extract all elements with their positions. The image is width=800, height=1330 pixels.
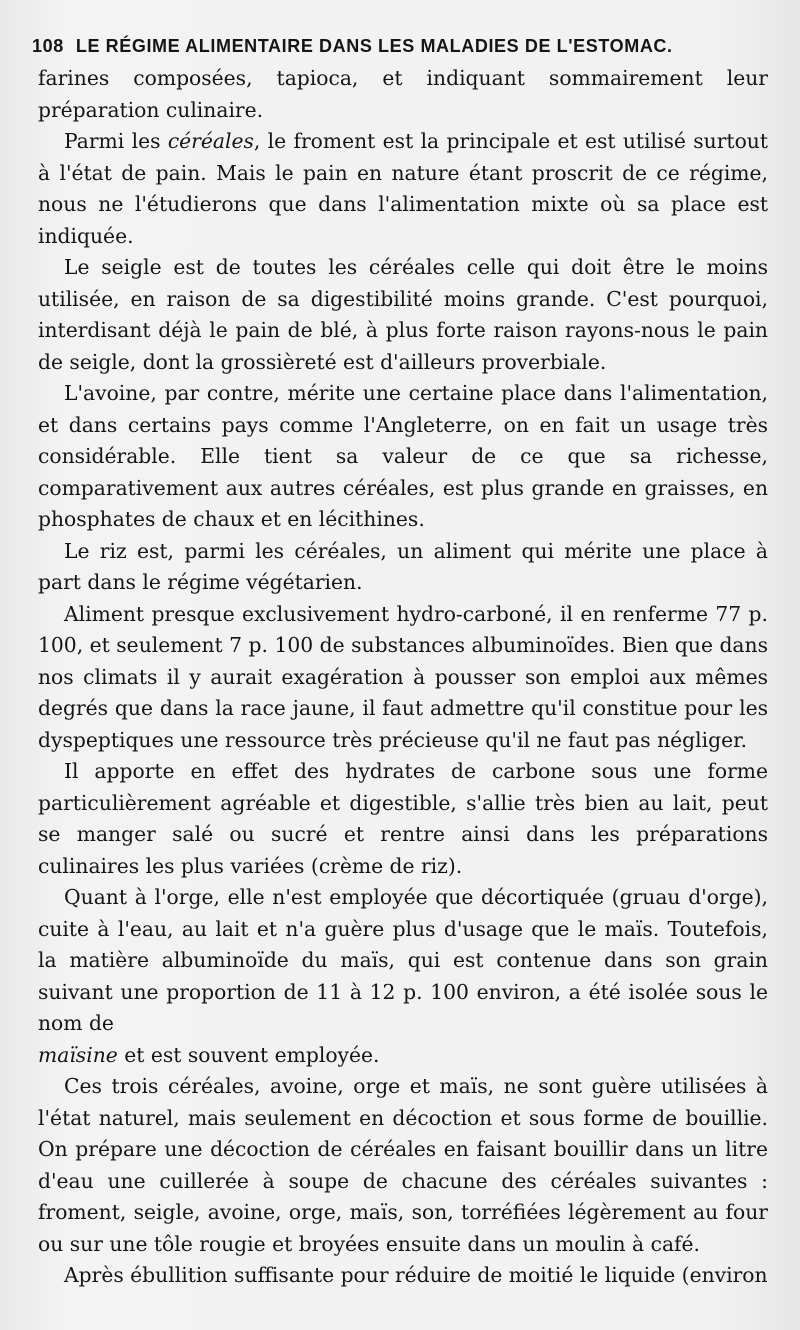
page-number: 108: [32, 36, 64, 56]
paragraph-ebullition: Après ébullition suffisante pour réduire de moitié le liquide (environ: [64, 1263, 768, 1287]
paragraph-text: et est souvent employée.: [117, 1042, 380, 1067]
paragraph-farines: farines composées, tapioca, et indiquant sommairement leur préparation culinaire.: [38, 66, 768, 122]
paragraph-seigle: Le seigle est de toutes les céréales celle qui doit être le moins utilisée, en raison de sa digestibilité moins grande. C'est pourquoi, interdisant déjà le pain de blé, à plus forte raison rayons-nous le pain de seigle, dont la grossièreté est d'ailleurs proverbiale.: [38, 255, 768, 374]
running-header: [32, 36, 768, 57]
paragraph-decoction: Ces trois céréales, avoine, orge et maïs, ne sont guère utilisées à l'état naturel, mais seulement en décoction et sous forme de bouillie. On prépare une décoction de céréales en faisant bouillir dans un litre d'eau une cuillerée à soupe de chacune des céréales suivantes : froment, seigle, avoine, orge, maïs, son, torréfiées légèrement au four ou sur une tôle rougie et broyées ensuite dans un moulin à café.: [38, 1074, 768, 1256]
paragraph-aliment: Aliment presque exclusivement hydro-carboné, il en renferme 77 p. 100, et seulement 7 p. 100 de substances albuminoïdes. Bien que dans nos climats il y aurait exagération à pousser son emploi aux mêmes degrés que dans la race jaune, il faut admettre qu'il constitue pour les dyspeptiques une ressource très précieuse qu'il ne faut pas négliger.: [38, 601, 768, 752]
paragraph-text: Parmi les: [64, 129, 168, 153]
emphasis-cereales: céréales: [167, 129, 254, 153]
body-text: [38, 63, 768, 1292]
emphasis-maisine: maïsine: [38, 1042, 118, 1067]
running-title: LE RÉGIME ALIMENTAIRE DANS LES MALADIES DE L'ESTOMAC.: [75, 36, 673, 56]
paragraph-cereales: [38, 126, 768, 252]
paragraph-text: , le froment est la principale et est utilisé surtout à l'état de pain. Mais le pain en nature étant proscrit de ce régime, nous ne l'étudierons que dans l'alimentation mixte où sa place est indiquée.: [38, 129, 768, 248]
paragraph-orge: Quant à l'orge, elle n'est employée que décortiquée (gruau d'orge), cuite à l'eau, au lait et n'a guère plus d'usage que le maïs. Toutefois, la matière albuminoïde du maïs, qui est contenue dans son grain suivant une proportion de 11 à 12 p. 100 environ, a été isolée sous le nom de: [38, 885, 768, 1035]
paragraph-hydrates: Il apporte en effet des hydrates de carbone sous une forme particulièrement agréable et digestible, s'allie très bien au lait, peut se manger salé ou sucré et rentre ainsi dans les préparations culinaires les plus variées (crème de riz).: [38, 759, 768, 878]
paragraph-maisine: [38, 1040, 768, 1072]
paragraph-avoine: L'avoine, par contre, mérite une certaine place dans l'alimentation, et dans certains pays comme l'Angleterre, on en fait un usage très considérable. Elle tient sa valeur de ce que sa richesse, comparativement aux autres céréales, est plus grande en graisses, en phosphates de chaux et en lécithines.: [38, 381, 768, 531]
paragraph-riz: Le riz est, parmi les céréales, un aliment qui mérite une place à part dans le régime végétarien.: [38, 538, 768, 594]
